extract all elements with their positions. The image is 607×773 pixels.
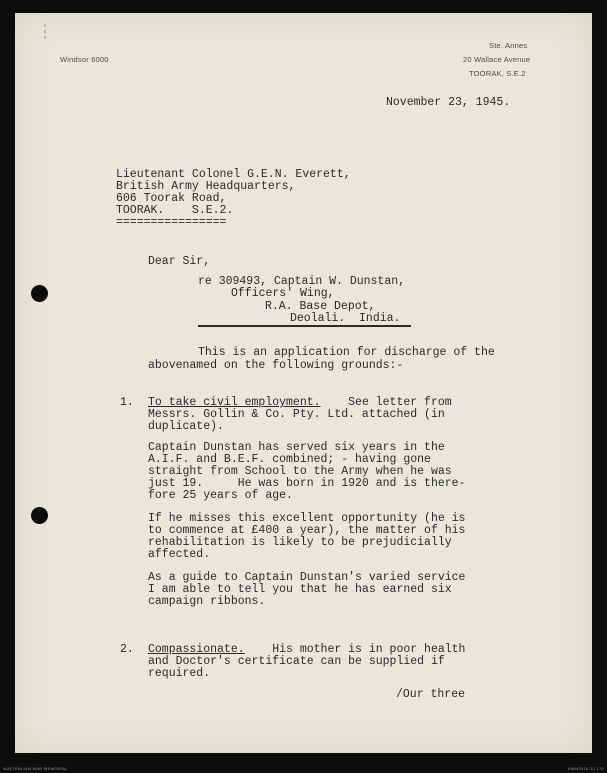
- ground-1-para2-line-5: fore 25 years of age.: [148, 489, 293, 502]
- ground-1-para3-line-2: to commence at £400 a year), the matter of his: [148, 524, 466, 537]
- ground-1-para2-line-3: straight from School to the Army when he was: [148, 465, 452, 478]
- ground-1-first-line-rest: See letter from: [320, 396, 452, 409]
- ground-1-line-2: Messrs. Gollin & Co. Pty. Ltd. attached (in: [148, 408, 445, 421]
- salutation: Dear Sir,: [148, 255, 211, 268]
- letter-date: November 23, 1945.: [386, 96, 511, 109]
- ground-1-heading: To take civil employment.: [148, 396, 321, 409]
- ground-1-number: 1.: [120, 396, 134, 409]
- ground-1-para2-line-1: Captain Dunstan has served six years in the: [148, 441, 445, 454]
- letterhead-address-line-1: Ste. Annes: [489, 41, 528, 50]
- subject-rule: [198, 325, 411, 327]
- intro-line-2: abovenamed on the following grounds:-: [148, 359, 404, 372]
- ground-1-para2-line-4: just 19. He was born in 1920 and is there-: [148, 477, 466, 490]
- letterhead-address-line-2: 20 Wallace Avenue: [463, 55, 531, 64]
- ground-1-line-3: duplicate).: [148, 420, 224, 433]
- intro-line-1: This is an application for discharge of the: [198, 346, 495, 359]
- ground-2-line-3: required.: [148, 667, 211, 680]
- letterhead-address-line-3: TOORAK, S.E.2: [469, 69, 526, 78]
- ground-1-para2-line-2: A.I.F. and B.E.F. combined; - having gone: [148, 453, 431, 466]
- punch-hole-bottom: [31, 507, 48, 524]
- footer-archive-name: AUSTRALIAN WAR MEMORIAL: [3, 766, 68, 771]
- punch-hole-top: [31, 285, 48, 302]
- ground-2-heading: Compassionate.: [148, 643, 245, 656]
- ground-2-number: 2.: [120, 643, 134, 656]
- staple-mark: [44, 24, 46, 46]
- continuation-note: /Our three: [396, 688, 466, 701]
- subject-line-3: R.A. Base Depot,: [265, 300, 376, 313]
- ground-2-first-line-rest: His mother is in poor health: [244, 643, 466, 656]
- letter-sheet: [15, 13, 592, 753]
- ground-2-line-2: and Doctor's certificate can be supplied if: [148, 655, 445, 668]
- recipient-line-2: British Army Headquarters,: [116, 180, 296, 193]
- ground-1-para4-line-1: As a guide to Captain Dunstan's varied service: [148, 571, 466, 584]
- recipient-line-3: 606 Toorak Road,: [116, 192, 227, 205]
- recipient-underline: ================: [116, 216, 227, 229]
- recipient-line-4: TOORAK. S.E.2.: [116, 204, 234, 217]
- subject-line-4: Deolali. India.: [290, 312, 401, 325]
- ground-1-para4-line-2: I am able to tell you that he has earned six: [148, 583, 452, 596]
- letterhead-phone: Windsor 6000: [60, 55, 109, 64]
- ground-1-para4-line-3: campaign ribbons.: [148, 595, 266, 608]
- ground-1-para3-line-1: If he misses this excellent opportunity (he is: [148, 512, 466, 525]
- footer-reference: AWM2016.22.172: [567, 766, 604, 771]
- subject-line-1: re 309493, Captain W. Dunstan,: [198, 275, 406, 288]
- recipient-line-1: Lieutenant Colonel G.E.N. Everett,: [116, 168, 351, 181]
- ground-1-para3-line-3: rehabilitation is likely to be prejudicially: [148, 536, 452, 549]
- subject-line-2: Officers' Wing,: [231, 287, 335, 300]
- ground-1-para3-line-4: affected.: [148, 548, 211, 561]
